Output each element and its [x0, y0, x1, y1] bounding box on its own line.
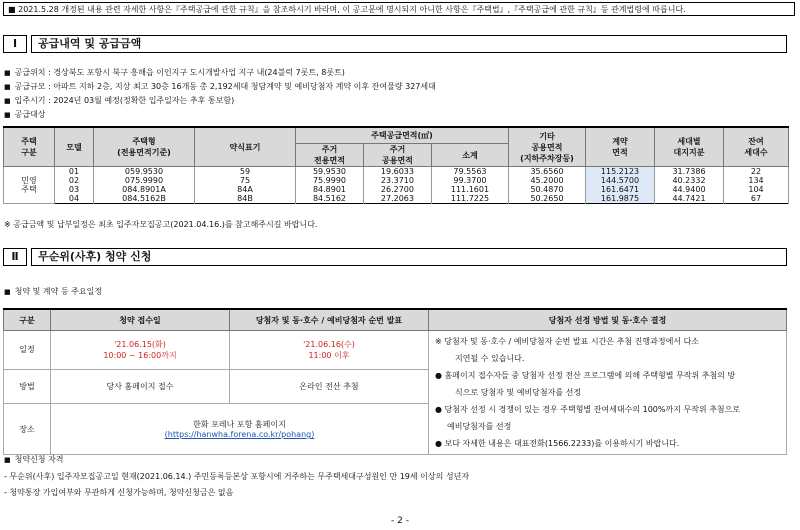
cell-common: 27.2063: [363, 194, 431, 204]
cell-model: 01: [55, 167, 94, 177]
cell-other: 45.2000: [509, 176, 586, 185]
criteria-line: ※ 당첨자 및 동·호수 / 예비당첨자 순번 발표 시간은 추첨 진행과정에서 다소: [435, 337, 700, 346]
th-receipt-date: 청약 접수일: [51, 309, 230, 331]
table-row: [4, 331, 787, 370]
criteria-line: 지연될 수 있습니다.: [455, 354, 525, 363]
cell-subtotal: 79.5563: [431, 167, 508, 177]
table-row: [4, 167, 789, 177]
receipt-schedule: [51, 331, 230, 370]
qualification-section: [4, 453, 469, 499]
announce-date: '21.06.16(수): [303, 339, 355, 349]
cell-remaining: 104: [724, 185, 789, 194]
cell-model: 04: [55, 194, 94, 204]
th-land-share: 세대별 대지지분: [655, 127, 724, 167]
selection-criteria: [429, 331, 787, 455]
bullet-target: ■ 공급대상: [4, 108, 436, 122]
cell-other: 35.6560: [509, 167, 586, 177]
criteria-line: 식으로 당첨자 및 예비당첨자를 선정: [455, 388, 582, 397]
cell-subtotal: 99.3700: [431, 176, 508, 185]
supply-table: [3, 126, 789, 204]
receipt-method: 당사 홈페이지 접수: [51, 369, 230, 404]
cell-house-type: 059.9530: [94, 167, 195, 177]
cell-house-type: 084.8901A: [94, 185, 195, 194]
announce-method: 온라인 전산 추첨: [230, 369, 429, 404]
th-house-type: 주택형 (전용면적기준): [94, 127, 195, 167]
cell-other: 50.4870: [509, 185, 586, 194]
section-2-title: 무순위(사후) 청약 신청: [31, 248, 787, 266]
schedule-bullet: ■ 청약 및 계약 등 주요일정: [4, 285, 102, 299]
cell-contract: 161.6471: [586, 185, 655, 194]
th-remaining: 잔여 세대수: [724, 127, 789, 167]
cell-land: 44.9400: [655, 185, 724, 194]
criteria-line: 예비당첨자를 선정: [447, 422, 512, 431]
bullet-move-in: ■ 입주시기 : 2024년 03월 예정(정확한 입주일자는 추후 통보함): [4, 94, 436, 108]
section-1-title: 공급내역 및 공급금액: [31, 35, 787, 53]
th-announcement: 당첨자 및 동·호수 / 예비당첨자 순번 발표: [230, 309, 429, 331]
criteria-line: ● 보다 자세한 내용은 대표전화(1566.2233)를 이용하시기 바랍니다.: [435, 439, 680, 448]
cell-private: 84.5162: [296, 194, 364, 204]
row-label-schedule: 일정: [4, 331, 51, 370]
cell-remaining: 22: [724, 167, 789, 177]
cell-remaining: 134: [724, 176, 789, 185]
table-row: [4, 176, 789, 185]
cell-common: 23.3710: [363, 176, 431, 185]
cell-short: 84A: [195, 185, 296, 194]
th-contract-area: 계약 면적: [586, 127, 655, 167]
criteria-line: ● 홈페이지 접수자들 중 당첨자 선정 전산 프로그램에 의해 주택형별 무작위 추첨의 방: [435, 371, 736, 380]
th-private-area: 주거 전용면적: [296, 144, 364, 167]
th-model: 모델: [55, 127, 94, 167]
cell-contract: 144.5700: [586, 176, 655, 185]
supply-footnote: ※ 공급금액 및 납부일정은 최초 입주자모집공고(2021.04.16.)를 참고해주시길 바랍니다.: [4, 220, 318, 229]
section-1-bullets: [4, 66, 436, 122]
schedule-table: [3, 308, 787, 455]
row-label-method: 방법: [4, 369, 51, 404]
bullet-scale: ■ 공급규모 : 아파트 지하 2층, 지상 최고 30층 16개동 총 2,192세대 청담계약 및 예비당첨자 계약 이후 잔여물량 327세대: [4, 80, 436, 94]
housing-type-cell: 민영 주택: [4, 167, 55, 204]
cell-subtotal: 111.1601: [431, 185, 508, 194]
cell-short: 59: [195, 167, 296, 177]
announce-schedule: [230, 331, 429, 370]
receipt-date: '21.06.15(화): [114, 339, 166, 349]
qualification-bullet: ■ 청약신청 자격: [4, 453, 469, 467]
cell-model: 02: [55, 176, 94, 185]
section-2-header: [3, 248, 787, 266]
cell-remaining: 67: [724, 194, 789, 204]
th-housing-type: 주택 구분: [4, 127, 55, 167]
cell-short: 75: [195, 176, 296, 185]
cell-house-type: 084.5162B: [94, 194, 195, 204]
bullet-location: ■ 공급위치 : 경상북도 포항시 북구 흥해읍 이인지구 도시개발사업 지구 내(24블럭 7롯트, 8롯트): [4, 66, 436, 80]
table-row: [4, 194, 789, 204]
table-row: [4, 185, 789, 194]
cell-private: 59.9530: [296, 167, 364, 177]
criteria-line: ● 당첨자 선정 시 경쟁이 있는 경우 주택형별 잔여세대수의 100%까지 무작위 추첨으로: [435, 405, 741, 414]
cell-contract: 161.9875: [586, 194, 655, 204]
th-short-label: 약식표기: [195, 127, 296, 167]
th-supply-area: 주택공급면적(㎡): [296, 127, 509, 144]
cell-house-type: 075.9990: [94, 176, 195, 185]
schedule-bullet-wrap: [4, 285, 102, 299]
qualification-line: - 청약통장 가입여부와 무관하게 신청가능하며, 청약신청금은 없음: [4, 488, 234, 497]
cell-private: 84.8901: [296, 185, 364, 194]
cell-contract: 115.2123: [586, 167, 655, 177]
th-common-area: 주거 공용면적: [363, 144, 431, 167]
cell-land: 40.2332: [655, 176, 724, 185]
th-subtotal: 소계: [431, 144, 508, 167]
cell-land: 31.7386: [655, 167, 724, 177]
cell-subtotal: 111.7225: [431, 194, 508, 204]
place-cell: [51, 404, 429, 455]
qualification-line: - 무순위(사후) 입주자모집공고일 현재(2021.06.14.) 주민등록등본상 포항시에 거주하는 무주택세대구성원인 만 19세 이상의 성년자: [4, 472, 470, 481]
homepage-link[interactable]: (https://hanwha.forena.co.kr/pohang): [164, 430, 315, 440]
cell-land: 44.7421: [655, 194, 724, 204]
cell-private: 75.9990: [296, 176, 364, 185]
notice-banner: ■ 2021.5.28 개정된 내용 관련 자세한 사항은『주택공급에 관한 규칙』을 참조하시기 바라며, 이 공고문에 명시되지 아니한 사항은『주택법』,『주택공급에 관한 규칙』등 관계법령에 따릅니다.: [3, 2, 795, 16]
announce-time: 11:00 이후: [308, 350, 350, 360]
place-name: 한화 포레나 포항 홈페이지: [193, 420, 286, 430]
cell-other: 50.2650: [509, 194, 586, 204]
page-number: - 2 -: [391, 516, 409, 526]
cell-model: 03: [55, 185, 94, 194]
cell-common: 26.2700: [363, 185, 431, 194]
cell-short: 84B: [195, 194, 296, 204]
section-1-header: [3, 35, 787, 53]
cell-common: 19.6033: [363, 167, 431, 177]
receipt-time: 10:00 ~ 16:00까지: [103, 350, 177, 360]
section-1-number: Ⅰ: [3, 35, 27, 53]
th-division: 구분: [4, 309, 51, 331]
section-2-number: Ⅱ: [3, 248, 27, 266]
th-selection-method: 당첨자 선정 방법 및 동·호수 결정: [429, 309, 787, 331]
row-label-place: 장소: [4, 404, 51, 455]
th-other-common: 기타 공용면적 (지하주차장등): [509, 127, 586, 167]
